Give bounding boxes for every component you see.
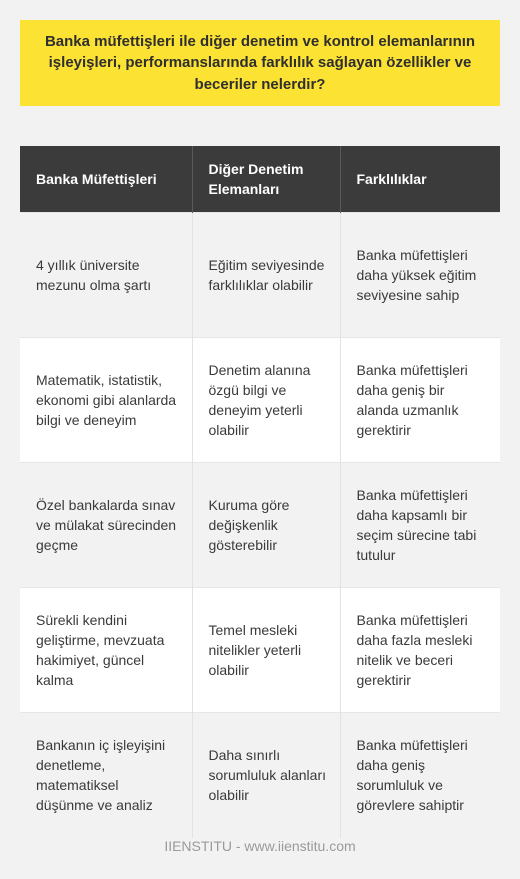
table-cell: Özel bankalarda sınav ve mülakat sürecinden geçme [20,463,192,588]
table-row [20,213,500,338]
table-cell: Daha sınırlı sorumluluk alanları olabilir [192,713,340,838]
table-cell: Eğitim seviyesinde farklılıklar olabilir [192,213,340,338]
table-cell: Banka müfettişleri daha kapsamlı bir seçim sürecine tabi tutulur [340,463,500,588]
table-cell: Temel mesleki nitelikler yeterli olabilir [192,588,340,713]
table-cell: Banka müfettişleri daha fazla mesleki nitelik ve beceri gerektirir [340,588,500,713]
table-cell: Banka müfettişleri daha geniş sorumluluk ve görevlere sahiptir [340,713,500,838]
table-header-row [20,146,500,213]
table-cell: 4 yıllık üniversite mezunu olma şartı [20,213,192,338]
table-cell: Bankanın iç işleyişini denetleme, matematiksel düşünme ve analiz [20,713,192,838]
header-farkliliklar: Farklılıklar [340,146,500,213]
table-row [20,338,500,463]
table-cell: Denetim alanına özgü bilgi ve deneyim yeterli olabilir [192,338,340,463]
page-title: Banka müfettişleri ile diğer denetim ve kontrol elemanlarının işleyişleri, performanslarında farklılık sağlayan özellikler ve beceriler nelerdir? [44,32,476,93]
table-row [20,713,500,838]
comparison-table [20,146,500,838]
table-cell: Matematik, istatistik, ekonomi gibi alanlarda bilgi ve deneyim [20,338,192,463]
table-cell: Banka müfettişleri daha geniş bir alanda uzmanlık gerektirir [340,338,500,463]
table-cell: Kuruma göre değişkenlik gösterebilir [192,463,340,588]
table-cell: Banka müfettişleri daha yüksek eğitim seviyesine sahip [340,213,500,338]
header-banka-mufettisleri: Banka Müfettişleri [20,146,192,213]
table-row [20,588,500,713]
header-diger-denetim-elemanlari: Diğer Denetim Elemanları [192,146,340,213]
title-banner [20,20,500,106]
table-cell: Sürekli kendini geliştirme, mevzuata hakimiyet, güncel kalma [20,588,192,713]
table-row [20,463,500,588]
footer-credit: IIENSTITU - www.iienstitu.com [164,838,356,854]
